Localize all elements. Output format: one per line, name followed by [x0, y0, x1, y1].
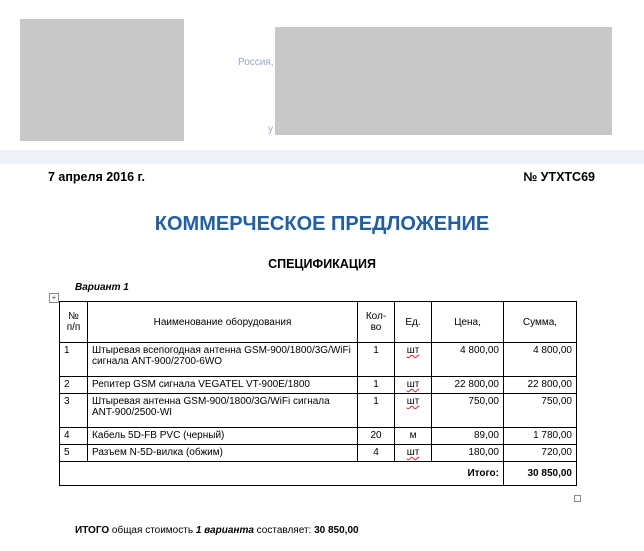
specification-table: [59, 301, 577, 486]
row-price: 750,00: [432, 394, 504, 428]
table-row: [60, 343, 577, 377]
row-sum: 22 800,00: [504, 377, 577, 394]
row-unit-text: шт: [406, 379, 420, 390]
redacted-address-area: [275, 27, 612, 135]
header-sum: Сумма,: [504, 302, 577, 343]
row-qty: 1: [358, 377, 395, 394]
row-price: 22 800,00: [432, 377, 504, 394]
row-name: Штыревая антенна GSM-900/1800/3G/WiFi сигнала ANT-900/2500-WI: [88, 394, 358, 428]
row-sum: 4 800,00: [504, 343, 577, 377]
row-unit: [395, 394, 432, 428]
row-sum: 1 780,00: [504, 428, 577, 445]
document-date: 7 апреля 2016 г.: [48, 170, 145, 184]
header-unit: Ед.: [395, 302, 432, 343]
row-num: 2: [60, 377, 88, 394]
row-qty: 1: [358, 394, 395, 428]
header-price: Цена,: [432, 302, 504, 343]
row-name: Кабель 5D-FB PVC (черный): [88, 428, 358, 445]
summary-line: [75, 525, 359, 536]
row-sum: 750,00: [504, 394, 577, 428]
row-unit-text: м: [409, 430, 417, 441]
row-name: Штыревая всепогодная антенна GSM-900/1800/3G/WiFi сигнала ANT-900/2700-6WO: [88, 343, 358, 377]
header-num: № п/п: [60, 302, 88, 343]
row-name: Репитер GSM сигнала VEGATEL VT-900E/1800: [88, 377, 358, 394]
header-qty: Кол-во: [358, 302, 395, 343]
letterhead-country: Россия,: [238, 57, 274, 68]
row-unit: [395, 343, 432, 377]
row-price: 4 800,00: [432, 343, 504, 377]
row-num: 1: [60, 343, 88, 377]
table-header-row: [60, 302, 577, 343]
table-total-row: [60, 462, 577, 486]
row-unit: [395, 377, 432, 394]
row-num: 5: [60, 445, 88, 462]
table-row: [60, 394, 577, 428]
row-unit-text: шт: [406, 345, 420, 356]
row-num: 3: [60, 394, 88, 428]
row-qty: 20: [358, 428, 395, 445]
summary-amount: 30 850,00: [314, 525, 359, 536]
table-row: [60, 445, 577, 462]
total-label: Итого:: [60, 462, 504, 486]
header-name: Наименование оборудования: [88, 302, 358, 343]
row-price: 180,00: [432, 445, 504, 462]
redacted-logo-area: [20, 19, 184, 141]
table-row: [60, 377, 577, 394]
row-sum: 720,00: [504, 445, 577, 462]
row-unit: [395, 445, 432, 462]
table-row: [60, 428, 577, 445]
document-number: № УТХТС69: [523, 170, 595, 184]
letterhead-fragment: у: [268, 124, 273, 135]
row-unit-text: шт: [406, 447, 420, 458]
row-unit: [395, 428, 432, 445]
summary-variant: 1 варианта: [195, 525, 254, 536]
table-move-handle-icon[interactable]: +: [49, 293, 59, 303]
document-title: КОММЕРЧЕСКОЕ ПРЕДЛОЖЕНИЕ: [154, 213, 490, 235]
row-name: Разъем N-5D-вилка (обжим): [88, 445, 358, 462]
letterhead-strip: [0, 150, 644, 164]
summary-suffix: составляет:: [253, 525, 315, 536]
row-qty: 4: [358, 445, 395, 462]
row-price: 89,00: [432, 428, 504, 445]
row-num: 4: [60, 428, 88, 445]
row-unit-text: шт: [406, 396, 420, 407]
document-subtitle: СПЕЦИФИКАЦИЯ: [268, 257, 376, 271]
variant-label: Вариант 1: [75, 282, 129, 293]
row-qty: 1: [358, 343, 395, 377]
summary-prefix: ИТОГО: [75, 525, 110, 536]
summary-middle: общая стоимость: [109, 525, 196, 536]
total-value: 30 850,00: [504, 462, 577, 486]
table-resize-handle[interactable]: [574, 495, 581, 502]
